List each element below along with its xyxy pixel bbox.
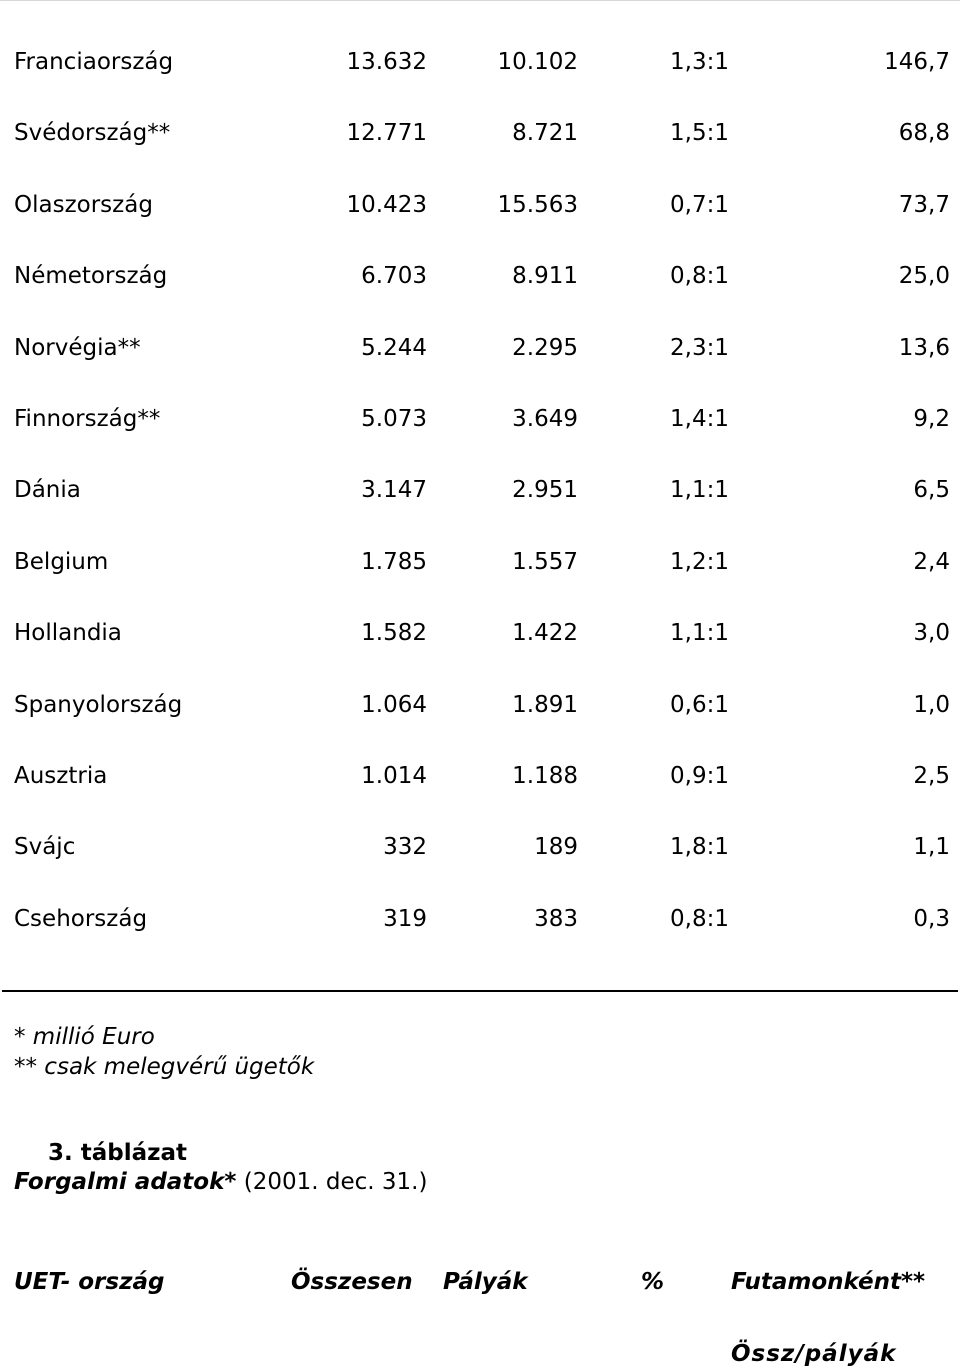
- cell-value-3: 2,4: [913, 548, 950, 575]
- cell-value-2: 2.951: [512, 477, 578, 504]
- cell-value-2: 1.422: [512, 620, 578, 647]
- table-row: [0, 685, 960, 725]
- cell-value-2: 189: [534, 834, 578, 861]
- cell-value-1: 13.632: [346, 49, 427, 75]
- cell-value-3: 3,0: [913, 620, 950, 647]
- header-total: Összesen: [291, 1269, 413, 1295]
- cell-value-1: 5.073: [361, 406, 427, 432]
- cell-ratio: 0,7:1: [670, 191, 729, 218]
- cell-value-3: 1,0: [913, 691, 950, 718]
- table-row: [0, 470, 960, 510]
- cell-country: Ausztria: [14, 763, 108, 789]
- table-row: [0, 42, 960, 82]
- table-title-text: Forgalmi adatok*: [14, 1169, 237, 1195]
- table-bottom-rule: [2, 990, 958, 992]
- cell-value-1: 12.771: [346, 120, 427, 147]
- cell-country: Franciaország: [14, 49, 174, 75]
- cell-value-1: 3.147: [361, 477, 427, 504]
- cell-value-3: 9,2: [913, 406, 950, 432]
- table-row: [0, 542, 960, 582]
- table-row: [0, 899, 960, 939]
- cell-country: Németország: [14, 263, 168, 290]
- cell-ratio: 1,1:1: [670, 477, 729, 504]
- cell-country: Svédország**: [14, 120, 171, 147]
- cell-country: Belgium: [14, 548, 109, 575]
- top-rule: [0, 0, 960, 1]
- cell-ratio: 1,8:1: [670, 834, 729, 861]
- cell-value-1: 332: [383, 834, 427, 861]
- table-row: [0, 113, 960, 153]
- header-country: UET- ország: [14, 1269, 165, 1295]
- cell-value-2: 10.102: [497, 49, 578, 75]
- cell-value-3: 6,5: [913, 477, 950, 504]
- cell-value-1: 1.582: [361, 620, 427, 647]
- cell-ratio: 1,1:1: [670, 620, 729, 647]
- table-row: [0, 399, 960, 439]
- cell-value-2: 1.891: [512, 691, 578, 718]
- cell-value-3: 68,8: [898, 120, 950, 147]
- cell-ratio: 1,5:1: [670, 120, 729, 147]
- table-row: [0, 613, 960, 653]
- footnote-trotters: ** csak melegvérű ügetők: [14, 1054, 315, 1080]
- cell-value-3: 1,1: [913, 834, 950, 861]
- cell-country: Csehország: [14, 905, 148, 932]
- table-row: [0, 185, 960, 225]
- cell-country: Dánia: [14, 477, 81, 504]
- cell-value-2: 383: [534, 905, 578, 932]
- table-title-date: (2001. dec. 31.): [236, 1169, 428, 1195]
- header-tracks: Pályák: [443, 1269, 528, 1295]
- cell-value-1: 1.785: [361, 548, 427, 575]
- cell-value-2: 1.188: [512, 763, 578, 789]
- cell-value-2: 3.649: [512, 406, 578, 432]
- cell-country: Hollandia: [14, 620, 122, 647]
- cell-value-3: 0,3: [913, 905, 950, 932]
- cell-value-2: 1.557: [512, 548, 578, 575]
- cell-value-3: 2,5: [913, 763, 950, 789]
- cell-country: Norvégia**: [14, 334, 141, 361]
- cell-value-3: 13,6: [898, 334, 950, 361]
- cell-value-1: 6.703: [361, 263, 427, 290]
- cell-ratio: 0,8:1: [670, 905, 729, 932]
- table-row: [0, 256, 960, 296]
- cell-value-2: 2.295: [512, 334, 578, 361]
- cell-ratio: 1,4:1: [670, 406, 729, 432]
- footnote-currency: * millió Euro: [14, 1024, 155, 1050]
- cell-ratio: 0,8:1: [670, 263, 729, 290]
- cell-country: Spanyolország: [14, 691, 183, 718]
- cell-value-2: 8.911: [512, 263, 578, 290]
- cell-value-2: 15.563: [497, 191, 578, 218]
- header-per-race-sub: Össz/pályák: [731, 1341, 897, 1367]
- cell-value-3: 25,0: [898, 263, 950, 290]
- cell-value-1: 1.014: [361, 763, 427, 789]
- cell-ratio: 0,9:1: [670, 763, 729, 789]
- table-row: [0, 827, 960, 867]
- table-number: 3. táblázat: [48, 1140, 188, 1166]
- cell-value-3: 146,7: [884, 49, 950, 75]
- cell-value-2: 8.721: [512, 120, 578, 147]
- cell-country: Olaszország: [14, 191, 153, 218]
- table-title: [14, 1167, 427, 1197]
- header-per-race: Futamonként**: [731, 1269, 926, 1295]
- cell-ratio: 0,6:1: [670, 691, 729, 718]
- cell-country: Finnország**: [14, 406, 161, 432]
- cell-value-1: 5.244: [361, 334, 427, 361]
- cell-value-1: 10.423: [346, 191, 427, 218]
- cell-ratio: 1,3:1: [670, 49, 729, 75]
- cell-ratio: 2,3:1: [670, 334, 729, 361]
- table-row: [0, 756, 960, 796]
- cell-value-3: 73,7: [898, 191, 950, 218]
- cell-ratio: 1,2:1: [670, 548, 729, 575]
- cell-value-1: 319: [383, 905, 427, 932]
- header-percent: %: [641, 1269, 665, 1295]
- table-row: [0, 328, 960, 368]
- cell-value-1: 1.064: [361, 691, 427, 718]
- cell-country: Svájc: [14, 834, 76, 861]
